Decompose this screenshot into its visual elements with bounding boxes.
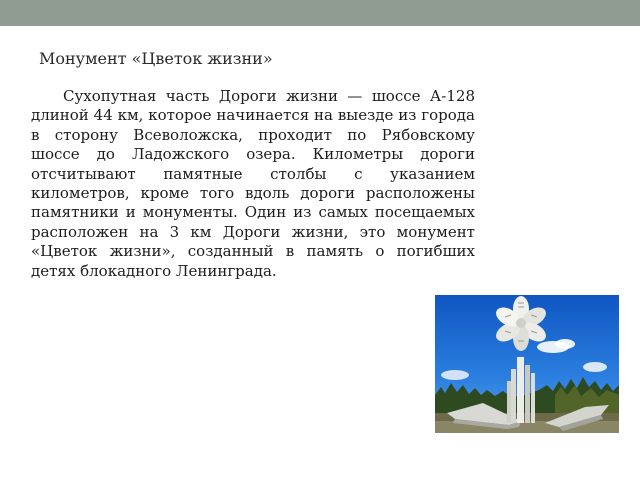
slide-title: Монумент «Цветок жизни»: [39, 49, 273, 68]
flower-of-life-monument-photo: [435, 295, 619, 433]
top-decorative-bar: [0, 0, 640, 26]
body-paragraph: Сухопутная часть Дороги жизни — шоссе А-128 длиной 44 км, которое начинается на выезде из города в сторону Всеволожска, проходит по Рябовскому шоссе до Ладожского озера. Километры дороги отсчитывают памятные столбы с указанием километров, кроме того вдоль дороги расположены памятники и монументы. Один из самых посещаемых расположен на 3 км Дороги жизни, это монумент «Цветок жизни», созданный в память о погибших детях блокадного Ленинграда.: [31, 87, 475, 280]
monument-photo: [435, 295, 619, 433]
